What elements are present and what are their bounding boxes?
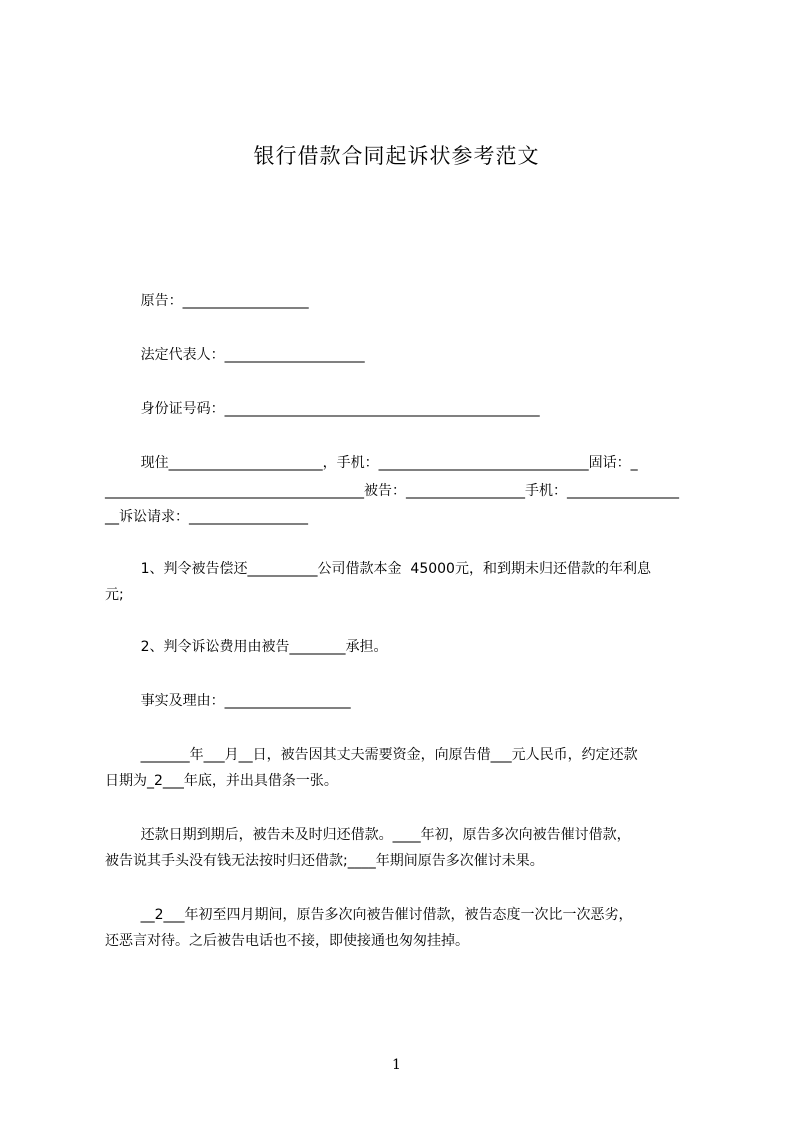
claim-2-line: 2、判令诉讼费用由被告________承担。: [105, 639, 388, 655]
claim-1-line: 1、判令被告偿还__________公司借款本金 45000元，和到期未归还借款的年利息: [105, 561, 651, 577]
plaintiff-line: 原告：__________________: [105, 293, 309, 309]
facts-paragraph-2-line-1: 还款日期到期后，被告未及时归还借款。____年初，原告多次向被告催讨借款，: [105, 827, 631, 843]
facts-paragraph-3-line-2: 还恶言对待。之后被告电话也不接，即使接通也匆匆挂掉。: [105, 933, 469, 949]
address-phone-line: 现住______________________，手机：______________________________固话：_: [105, 455, 638, 471]
legal-representative-line: 法定代表人：____________________: [105, 347, 365, 363]
id-number-line: 身份证号码：_____________________________________________: [105, 401, 540, 417]
facts-paragraph-1-line-2: 日期为_2___年底，并出具借条一张。: [105, 773, 338, 789]
facts-paragraph-2-line-2: 被告说其手头没有钱无法按时归还借款;____年期间原告多次催讨未果。: [105, 853, 544, 869]
claims-heading-line: __诉讼请求：_________________: [105, 509, 308, 525]
facts-paragraph-3-line-1: __2___年初至四月期间，原告多次向被告催讨借款，被告态度一次比一次恶劣，: [105, 907, 633, 923]
document-title: 银行借款合同起诉状参考范文: [253, 144, 540, 168]
page-number: 1: [392, 1057, 401, 1073]
facts-heading-line: 事实及理由：__________________: [105, 693, 351, 709]
claim-1-continuation: 元;: [105, 587, 124, 603]
defendant-line: _____________________________________被告：_________________手机：________________: [105, 483, 679, 499]
facts-paragraph-1-line-1: _______年___月__日，被告因其丈夫需要资金，向原告借___元人民币，约定还款: [105, 747, 638, 763]
